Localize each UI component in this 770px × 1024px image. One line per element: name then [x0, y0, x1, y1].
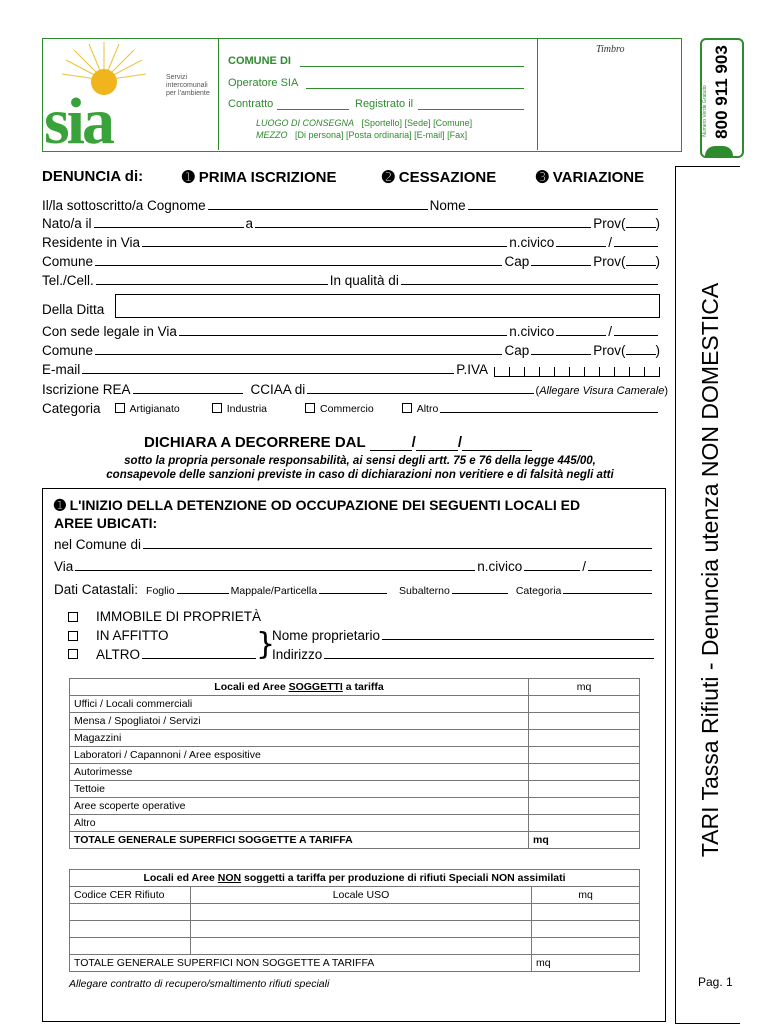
mq-input[interactable]: [529, 764, 640, 781]
locale-input[interactable]: [191, 938, 532, 955]
logo-text: sia: [44, 85, 113, 158]
timbro-label: Timbro: [596, 44, 625, 55]
sede-cap-label: Cap: [504, 343, 530, 358]
row-label: Mensa / Spogliatoi / Servizi: [70, 713, 529, 730]
row-proprietario: [272, 628, 656, 643]
row-label: Uffici / Locali commerciali: [70, 696, 529, 713]
luogo-nascita-input[interactable]: [255, 226, 591, 228]
dichiara-note-1: sotto la propria personale responsabilità, ai sensi degli artt. 75 e 76 della legge 445/00,: [124, 455, 596, 467]
residente-label: Residente in Via: [42, 235, 141, 250]
indirizzo-label: Indirizzo: [272, 647, 323, 662]
luogo-nascita-label: a: [245, 216, 254, 231]
comune-res-input[interactable]: [95, 264, 502, 266]
table-total-row: [70, 955, 640, 972]
qualita-input[interactable]: [401, 283, 658, 285]
table-row: [70, 781, 640, 798]
checkbox-icon[interactable]: [68, 612, 78, 622]
row-rea: Iscrizione REA CCIAA di (Allegare Visura Camerale): [42, 382, 668, 397]
s1-categoria-label: Categoria: [515, 585, 562, 597]
mq-input[interactable]: [529, 781, 640, 798]
nome-label: Nome: [429, 198, 466, 213]
row-comune: [42, 254, 660, 269]
cat-industria[interactable]: [212, 403, 267, 415]
subalterno-input[interactable]: [452, 592, 508, 594]
nato-input[interactable]: [94, 226, 244, 228]
piva-label: P.IVA: [456, 362, 488, 377]
table-row: [70, 764, 640, 781]
opt-affitto[interactable]: [68, 628, 169, 643]
total-mq-input[interactable]: mq: [529, 832, 640, 849]
ncivico-input[interactable]: [556, 245, 606, 247]
mq-input[interactable]: [529, 713, 640, 730]
opt-altro[interactable]: [68, 647, 258, 662]
contratto-input[interactable]: [277, 109, 349, 110]
prov2-close: ): [655, 254, 660, 269]
sede-ncivico-label: n.civico: [509, 324, 555, 339]
row-cognome: [42, 198, 660, 213]
row-s1-via: [54, 559, 654, 574]
checkbox-icon[interactable]: [115, 403, 125, 413]
table1-mq-header: mq: [529, 679, 640, 696]
cognome-input[interactable]: [208, 208, 428, 210]
opt-altro-label: ALTRO: [96, 647, 141, 662]
table-row: [70, 921, 640, 938]
comune-res-label: Comune: [42, 254, 94, 269]
phone-number: 800 911 903: [712, 45, 731, 139]
s1-ncivico-input[interactable]: [524, 569, 580, 571]
cessazione-option[interactable]: ➋ CESSAZIONE: [382, 169, 497, 186]
row-email: [42, 362, 660, 377]
s1-slash: /: [582, 559, 586, 574]
ncivico-bis-input[interactable]: [614, 245, 658, 247]
checkbox-icon[interactable]: [402, 403, 412, 413]
checkbox-icon[interactable]: [68, 649, 78, 659]
col-codice-cer: Codice CER Rifiuto: [70, 887, 191, 904]
row-indirizzo: [272, 647, 656, 662]
variazione-option[interactable]: ➌ VARIAZIONE: [536, 169, 645, 186]
table-row: [70, 747, 640, 764]
col-mq: mq: [532, 887, 640, 904]
date-month-input[interactable]: [416, 437, 458, 451]
luogo-options[interactable]: [Sportello] [Sede] [Comune]: [361, 118, 473, 128]
table-row: [70, 730, 640, 747]
sede-slash: /: [608, 324, 612, 339]
cciaa-input[interactable]: [307, 392, 533, 394]
table1-header-cell: Locali ed Aree SOGGETTI a tariffa: [70, 679, 529, 696]
checkbox-icon[interactable]: [305, 403, 315, 413]
table-row: [70, 938, 640, 955]
table-row: [70, 798, 640, 815]
checkbox-icon[interactable]: [212, 403, 222, 413]
opt-proprieta-label: IMMOBILE DI PROPRIETÀ: [96, 609, 262, 624]
cat-altro-label: Altro: [416, 402, 439, 415]
checkbox-icon[interactable]: [68, 631, 78, 641]
cer-input[interactable]: [70, 921, 191, 938]
catastali-label: Dati Catastali:: [54, 582, 139, 597]
email-input[interactable]: [82, 372, 454, 374]
logo-tagline: Servizi intercomunali per l'ambiente: [166, 74, 210, 97]
cer-input[interactable]: [70, 904, 191, 921]
s1-categoria-input[interactable]: [563, 592, 652, 594]
row-label: Tettoie: [70, 781, 529, 798]
table-row: [70, 696, 640, 713]
ncivico-label: n.civico: [509, 235, 555, 250]
cat-industria-label: Industria: [226, 402, 268, 415]
proprietario-label: Nome proprietario: [272, 628, 381, 643]
dichiara-row: DICHIARA A DECORRERE DAL / /: [144, 434, 532, 451]
prov2-label: Prov(: [593, 254, 626, 269]
allegare-note: Allegare contratto di recupero/smaltimento rifiuti speciali: [69, 978, 330, 990]
luogo-label: LUOGO DI CONSEGNA: [256, 118, 355, 128]
sede-prov-input[interactable]: [626, 353, 656, 355]
subalterno-label: Subalterno: [399, 585, 450, 597]
comune-input[interactable]: [300, 66, 524, 67]
table-total-row: [70, 832, 640, 849]
sede-cap-input[interactable]: [531, 353, 591, 355]
mezzo-label: MEZZO: [256, 130, 288, 140]
row-s1-comune: [54, 537, 654, 552]
header-divider-left: [218, 38, 219, 150]
mezzo-options[interactable]: [Di persona] [Posta ordinaria] [E-mail] [Fax]: [295, 130, 468, 140]
table-row: [70, 815, 640, 832]
mappale-label: Mappale/Particella: [230, 585, 318, 597]
mq-input[interactable]: [529, 815, 640, 832]
row-sede: [42, 324, 660, 339]
mq-input[interactable]: [529, 747, 640, 764]
mezzo-row: [256, 130, 467, 140]
header-divider-right: [537, 38, 538, 150]
row-label: Laboratori / Capannoni / Aree espositive: [70, 747, 529, 764]
s1-comune-label: nel Comune di: [54, 537, 142, 552]
prima-iscrizione-option[interactable]: ➊ PRIMA ISCRIZIONE: [182, 169, 337, 186]
mq-input[interactable]: [532, 938, 640, 955]
dichiara-title: DICHIARA A DECORRERE DAL: [144, 434, 366, 451]
date-year-input[interactable]: [462, 437, 532, 451]
prov-close: ): [655, 216, 660, 231]
ditta-label: Della Ditta: [42, 302, 105, 317]
cognome-label: Il/la sottoscritto/a Cognome: [42, 198, 206, 213]
total2-mq-input[interactable]: mq: [532, 955, 640, 972]
page-number: Pag. 1: [698, 975, 733, 989]
side-title: TARI Tassa Rifiuti - Denuncia utenza NON DOMESTICA: [697, 282, 723, 858]
sede-input[interactable]: [179, 334, 507, 336]
sede-ncivico-bis-input[interactable]: [614, 334, 658, 336]
sia-logo: [44, 40, 216, 158]
row-tel: [42, 273, 660, 288]
luogo-row: [256, 118, 472, 128]
tel-label: Tel./Cell.: [42, 273, 94, 288]
section1-title-1: ➊ L'INIZIO DELLA DETENZIONE OD OCCUPAZIONE DEI SEGUENTI LOCALI ED: [54, 497, 581, 513]
s1-ncivico-bis-input[interactable]: [588, 569, 652, 571]
s1-ncivico-label: n.civico: [477, 559, 523, 574]
sede-comune-label: Comune: [42, 343, 94, 358]
locale-input[interactable]: [191, 921, 532, 938]
prov-label: Prov(: [593, 216, 626, 231]
foglio-input[interactable]: [177, 592, 229, 594]
cat-artigianato[interactable]: [115, 403, 180, 415]
rea-input[interactable]: [133, 392, 243, 394]
registrato-input[interactable]: [418, 109, 524, 110]
table-row: [70, 713, 640, 730]
table2-header-cell: Locali ed Aree NON soggetti a tariffa per produzione di rifiuti Speciali NON assimilati: [70, 870, 640, 887]
brace-icon: }: [256, 627, 276, 662]
date-day-input[interactable]: [370, 437, 412, 451]
sede-prov-label: Prov(: [593, 343, 626, 358]
mappale-input[interactable]: [319, 592, 387, 594]
s1-comune-input[interactable]: [143, 547, 652, 549]
s1-via-label: Via: [54, 559, 74, 574]
sede-ncivico-input[interactable]: [556, 334, 606, 336]
nome-input[interactable]: [468, 208, 658, 210]
cer-input[interactable]: [70, 938, 191, 955]
proprietario-input[interactable]: [382, 638, 654, 640]
nato-label: Nato/a il: [42, 216, 92, 231]
mq-input[interactable]: [529, 730, 640, 747]
cat-commercio-label: Commercio: [320, 402, 374, 415]
table-header: [70, 679, 640, 696]
cat-artigianato-label: Artigianato: [129, 402, 180, 415]
tel-input[interactable]: [96, 283, 328, 285]
table-soggetti: [69, 678, 640, 849]
cat-altro[interactable]: [402, 403, 439, 415]
operatore-input[interactable]: [306, 88, 524, 89]
qualita-label: In qualità di: [329, 273, 399, 288]
table-row: [70, 904, 640, 921]
col-locale-uso: Locale USO: [191, 887, 532, 904]
opt-altro-input[interactable]: [142, 657, 256, 659]
row-label: Autorimesse: [70, 764, 529, 781]
denuncia-label: DENUNCIA di:: [42, 168, 144, 185]
cat-commercio[interactable]: [305, 403, 374, 415]
row-label: Aree scoperte operative: [70, 798, 529, 815]
indirizzo-input[interactable]: [324, 657, 654, 659]
ditta-input[interactable]: [115, 294, 660, 318]
visura-note: Allegare Visura Camerale: [539, 385, 665, 397]
cap-input[interactable]: [531, 264, 591, 266]
cap-label: Cap: [504, 254, 530, 269]
total-label: TOTALE GENERALE SUPERFICI SOGGETTE A TARIFFA: [70, 832, 529, 849]
row-nato: [42, 216, 660, 231]
row-sede-comune: [42, 343, 660, 358]
row-residente: [42, 235, 660, 250]
operatore-label: Operatore SIA: [228, 77, 299, 89]
categoria-label: Categoria: [42, 401, 101, 416]
total2-label: TOTALE GENERALE SUPERFICI NON SOGGETTE A TARIFFA: [70, 955, 532, 972]
cciaa-label: CCIAA di: [250, 382, 306, 397]
table-header: [70, 870, 640, 887]
table-non-soggetti: [69, 869, 640, 972]
dichiara-note-2: consapevole delle sanzioni previste in caso di dichiarazioni non veritiere e di falsità negli atti: [106, 469, 614, 481]
slash: /: [608, 235, 612, 250]
sede-label: Con sede legale in Via: [42, 324, 177, 339]
rea-label: Iscrizione REA: [42, 382, 131, 397]
s1-via-input[interactable]: [75, 569, 475, 571]
opt-affitto-label: IN AFFITTO: [96, 628, 169, 643]
mq-input[interactable]: [532, 921, 640, 938]
registrato-label: Registrato il: [355, 98, 414, 110]
email-label: E-mail: [42, 362, 81, 377]
sede-comune-input[interactable]: [95, 353, 502, 355]
locale-input[interactable]: [191, 904, 532, 921]
contratto-label: Contratto: [228, 98, 274, 110]
row-label: Magazzini: [70, 730, 529, 747]
prov-input[interactable]: [626, 226, 656, 228]
row-label: Altro: [70, 815, 529, 832]
section1-title-2: AREE UBICATI:: [54, 515, 158, 531]
phone-caption: Numero Verde Gratuito: [702, 85, 708, 137]
cat-altro-input[interactable]: [440, 411, 658, 413]
opt-proprieta[interactable]: [68, 609, 261, 624]
mq-input[interactable]: [532, 904, 640, 921]
piva-boxes[interactable]: [494, 367, 660, 377]
mq-input[interactable]: [529, 798, 640, 815]
foglio-label: Foglio: [146, 585, 175, 597]
prov2-input[interactable]: [626, 264, 656, 266]
row-catastali: [54, 582, 654, 597]
row-categoria: [42, 401, 660, 416]
residente-input[interactable]: [142, 245, 507, 247]
phone-icon: [705, 146, 733, 156]
table-subheader: [70, 887, 640, 904]
mq-input[interactable]: [529, 696, 640, 713]
sede-prov-close: ): [655, 343, 660, 358]
comune-label: COMUNE DI: [228, 55, 291, 67]
